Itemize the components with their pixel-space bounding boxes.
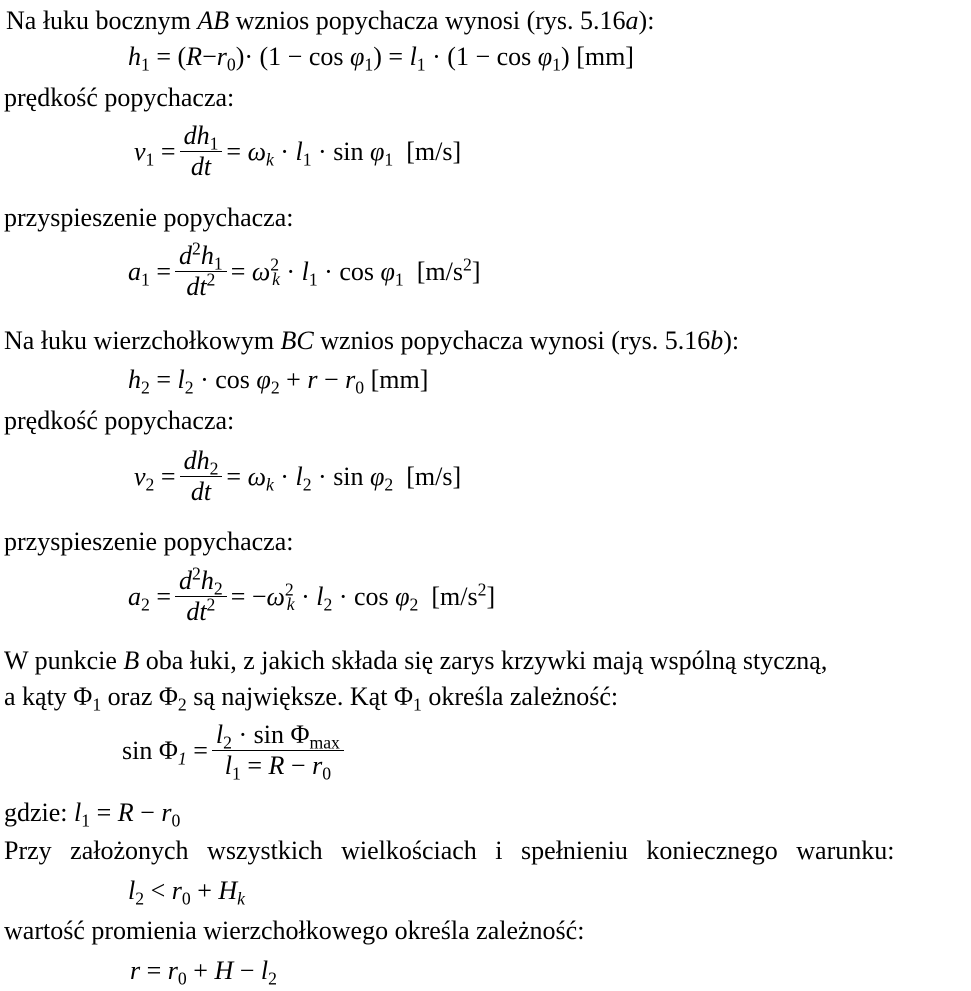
paragraph-top-arc <box>4 328 739 354</box>
equation-h1: $h_1 = (R-r_0)\cdot (1 - \cos \varphi_1) = l_1 \cdot (1 - \cos \varphi_1)$ [mm] <box>128 42 634 75</box>
unit-ms: [m/s] <box>406 461 462 491</box>
unit-close: ] <box>486 581 496 611</box>
fig-suffix: a <box>625 6 639 35</box>
text-fragment: Na łuku wierzchołkowym <box>4 326 275 355</box>
unit-mm: [mm] <box>576 42 634 71</box>
unit-exp: 2 <box>462 253 472 274</box>
fraction-d2h2-dt2: $\frac{d^2h_2}{dt^2}$ <box>175 568 227 625</box>
label-ab: AB <box>197 6 230 35</box>
unit-ms2: [m/s <box>431 581 478 611</box>
equation-condition: $l_2 < r_0 + H_k$ <box>128 876 246 909</box>
label-velocity-2: prędkość popychacza: <box>4 406 235 435</box>
equation-a1: $a_1$ = $\frac{d^2h_1}{dt^2}$ = $\omega^2_k \cdot l_1 \cdot \cos \varphi_1$ $[m/s^2]$ <box>128 238 481 301</box>
paragraph-point-b <box>4 648 827 674</box>
paragraph-angles: a kąty $\Phi_1$ oraz $\Phi_2$ są największe. Kąt $\Phi_1$ określa zależność: <box>4 682 619 715</box>
label-acceleration-2: przyspieszenie popychacza: <box>4 527 294 556</box>
fraction-dh2-dt: $\frac{dh_2}{dt}$ <box>180 448 223 505</box>
equation-h2: $h_2 = l_2 \cdot \cos \varphi_2 + r - r_0$ [mm] <box>128 365 429 398</box>
unit-mm: [mm] <box>370 365 429 394</box>
unit-ms2: [m/s <box>416 256 463 286</box>
paragraph-radius: wartość promienia wierzchołkowego określa zależność: <box>4 916 585 945</box>
text-fragment: Na łuku bocznym <box>6 6 191 35</box>
text-fragment: określa zależność: <box>428 682 619 711</box>
paragraph-side-arc <box>6 8 654 34</box>
unit-ms: [m/s] <box>406 136 462 166</box>
text-fragment: są największe. Kąt Φ <box>193 682 413 711</box>
unit-exp: 2 <box>477 578 487 599</box>
text-fragment: ): <box>638 6 655 35</box>
equation-radius: $r = r_0 + H - l_2$ <box>130 956 277 989</box>
equation-v1: $v_1$ = $\frac{dh_1}{dt}$ = $\omega_k \cdot l_1 \cdot \sin \varphi_1$ [m/s] <box>134 121 462 181</box>
label-b: B <box>123 646 140 675</box>
equation-v2: $v_2$ = $\frac{dh_2}{dt}$ = $\omega_k \cdot l_2 \cdot \sin \varphi_2$ [m/s] <box>134 446 462 506</box>
fig-suffix: b <box>710 326 724 355</box>
fraction-d2h1-dt2: $\frac{d^2h_1}{dt^2}$ <box>175 243 227 300</box>
fraction-sin-phi: $\frac{l_2 \cdot \sin \Phi_{max}}{l_1 = R - r_0}$ <box>212 722 344 779</box>
label-velocity-1: prędkość popychacza: <box>4 83 235 112</box>
paragraph-condition: Przy założonych wszystkich wielkościach i spełnieniu koniecznego warunku: <box>4 836 895 865</box>
text-fragment: wznios popychacza wynosi (rys. 5.16 <box>320 326 711 355</box>
text-fragment: gdzie: <box>4 798 68 827</box>
text-fragment: oraz Φ <box>107 682 178 711</box>
text-fragment: ): <box>723 326 740 355</box>
equation-sin-phi1: $\sin \Phi_1$ = $\frac{l_2 \cdot \sin \Phi_{max}}{l_1 = R - r_0}$ <box>122 722 348 779</box>
text-fragment: oba łuki, z jakich składa się zarys krzywki mają wspólną styczną, <box>145 646 828 675</box>
text-fragment: a kąty Φ <box>4 682 93 711</box>
equation-a2: $a_2$ = $\frac{d^2h_2}{dt^2}$ = $-\omega^2_k \cdot l_2 \cdot \cos \varphi_2$ $[m/s^2]$ <box>128 563 496 626</box>
label-bc: BC <box>280 326 314 355</box>
fraction-dh1-dt: $\frac{dh_1}{dt}$ <box>180 123 223 180</box>
text-fragment: wznios popychacza wynosi (rys. 5.16 <box>235 6 626 35</box>
label-acceleration-1: przyspieszenie popychacza: <box>4 203 294 232</box>
where-l1: gdzie: $l_1 = R - r_0$ <box>4 798 181 831</box>
text-fragment: W punkcie <box>4 646 117 675</box>
unit-close: ] <box>471 256 481 286</box>
